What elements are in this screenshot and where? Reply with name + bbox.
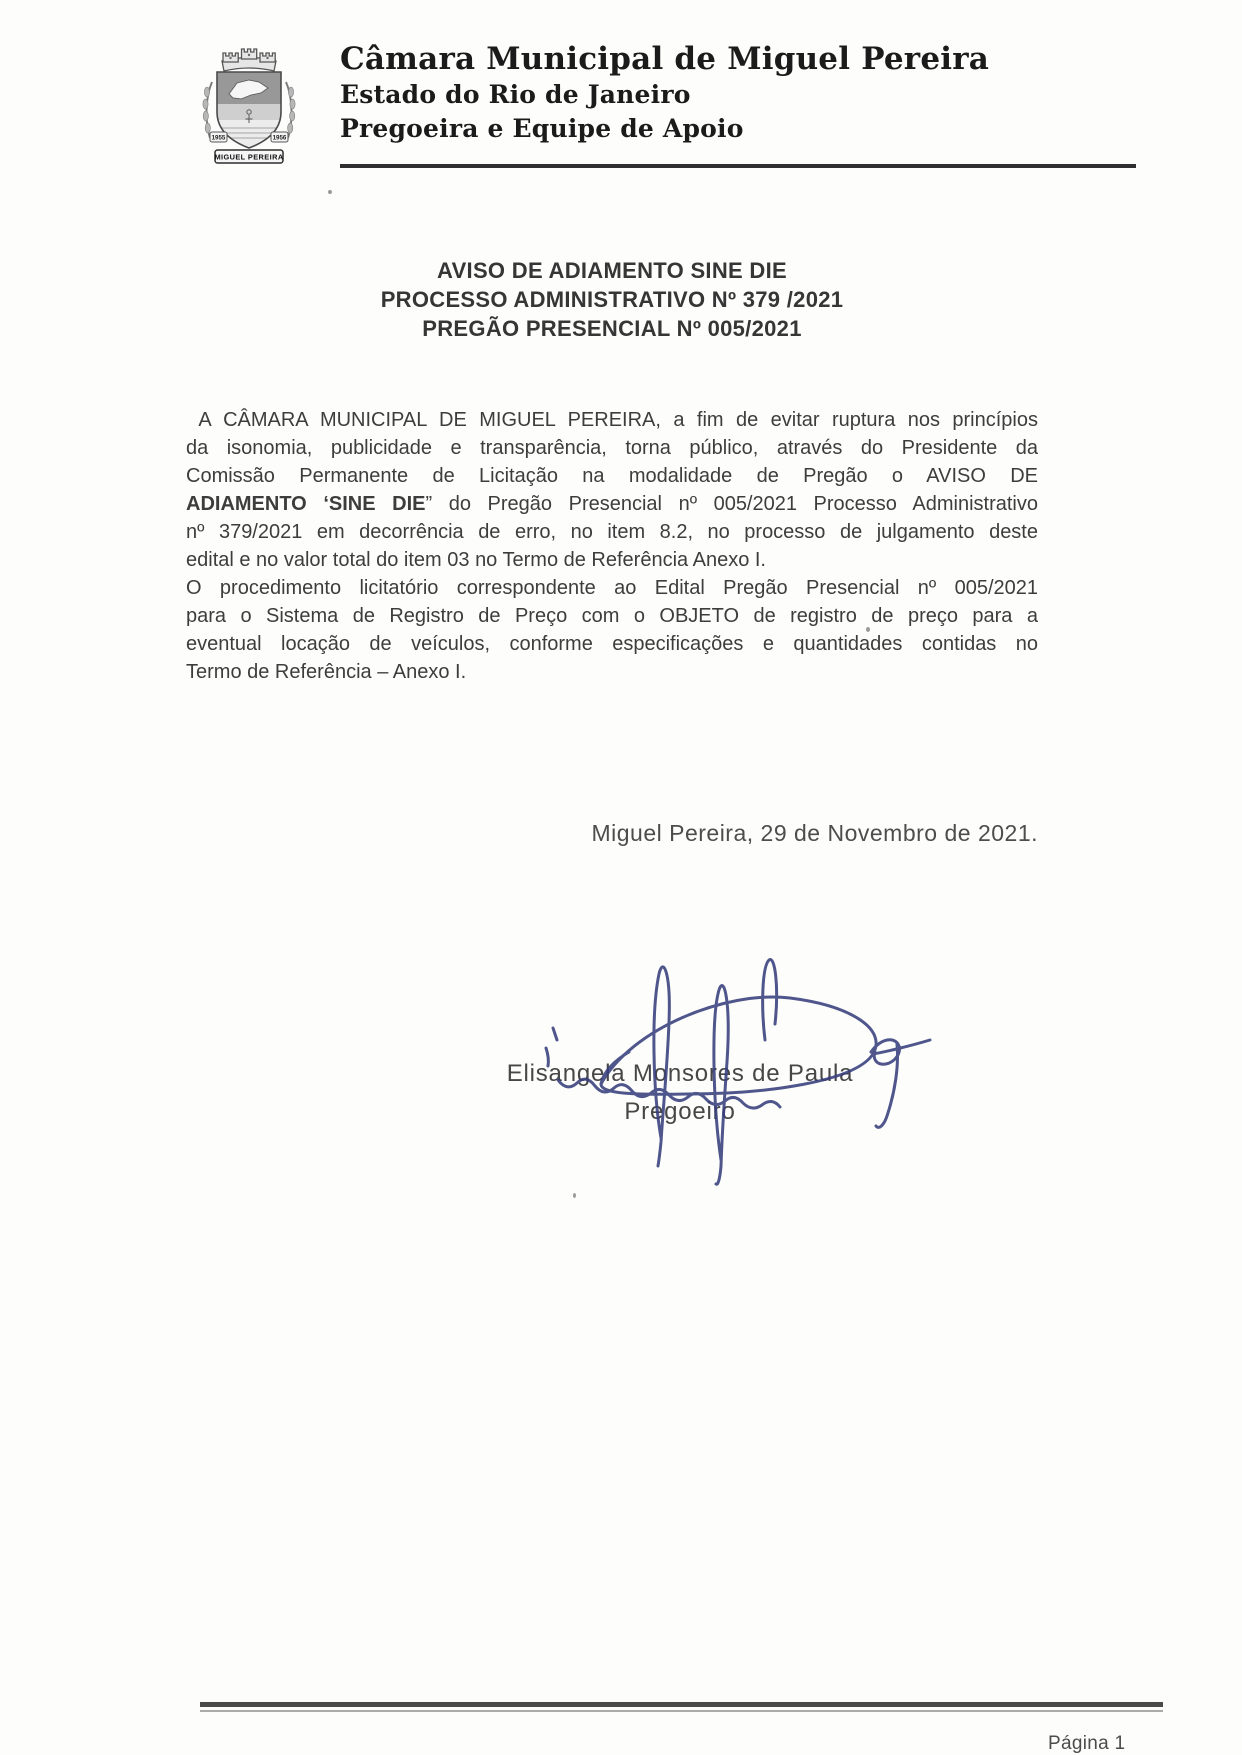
title-line-3: PREGÃO PRESENCIAL Nº 005/2021 [422, 316, 802, 341]
paragraph1-line1: A CÂMARA MUNICIPAL DE MIGUEL PEREIRA, a fim de evitar ruptura nos princípios [186, 409, 1038, 431]
bold-phrase: ADIAMENTO ‘SINE DIE [186, 493, 426, 515]
paragraph1-line4 [186, 490, 1038, 518]
coat-of-arms-logo [193, 36, 305, 171]
logo-year-right: 1956 [272, 134, 287, 142]
org-name: Câmara Municipal de Miguel Pereira [340, 41, 990, 77]
signature-ink-icon [425, 932, 935, 1194]
paragraph2-line3: eventual locação de veículos, conforme especificações e quantidades contidas no [186, 633, 1038, 655]
logo-banner-text: MIGUEL PEREIRA [214, 152, 284, 162]
dateline: Miguel Pereira, 29 de Novembro de 2021. [591, 820, 1038, 846]
document-title [186, 256, 1038, 343]
letterhead [340, 40, 989, 146]
paragraph1-line3: Comissão Permanente de Licitação na modalidade de Pregão o AVISO DE [186, 465, 1038, 487]
org-department: Pregoeira e Equipe de Apoio [340, 114, 744, 143]
title-line-1: AVISO DE ADIAMENTO SINE DIE [437, 258, 787, 283]
paragraph1-line5: nº 379/2021 em decorrência de erro, no item 8.2, no processo de julgamento deste [186, 521, 1038, 543]
handwritten-signature [425, 932, 935, 1199]
paragraph1-line6: edital e no valor total do item 03 no Termo de Referência Anexo I. [186, 549, 766, 571]
org-state: Estado do Rio de Janeiro [340, 80, 691, 109]
page-number-label: Página 1 [1048, 1733, 1126, 1754]
scan-speck [328, 190, 332, 194]
paragraph2-line4: Termo de Referência – Anexo I. [186, 661, 467, 683]
signatory-name: Elisangela Monsores de Paula [506, 1060, 854, 1087]
title-line-2: PROCESSO ADMINISTRATIVO Nº 379 /2021 [380, 287, 844, 312]
paragraph2-line2: para o Sistema de Registro de Preço com o OBJETO de registro de preço para a [186, 605, 1038, 627]
coat-of-arms-icon [193, 36, 305, 166]
signatory-role: Pregoeiro [624, 1098, 736, 1125]
header-divider [340, 164, 1136, 168]
line4-rest: ” do Pregão Presencial nº 005/2021 Processo Administrativo [425, 493, 1038, 515]
scan-speck [573, 1193, 576, 1198]
scan-speck [866, 627, 870, 632]
footer-divider-thin [200, 1710, 1163, 1712]
paragraph1-line2: da isonomia, publicidade e transparência, torna público, através do Presidente da [186, 437, 1038, 459]
paragraph2-line1: O procedimento licitatório correspondente ao Edital Pregão Presencial nº 005/2021 [186, 577, 1038, 599]
document-body [186, 406, 1038, 686]
logo-year-left: 1955 [211, 134, 226, 142]
footer-divider [200, 1702, 1163, 1707]
